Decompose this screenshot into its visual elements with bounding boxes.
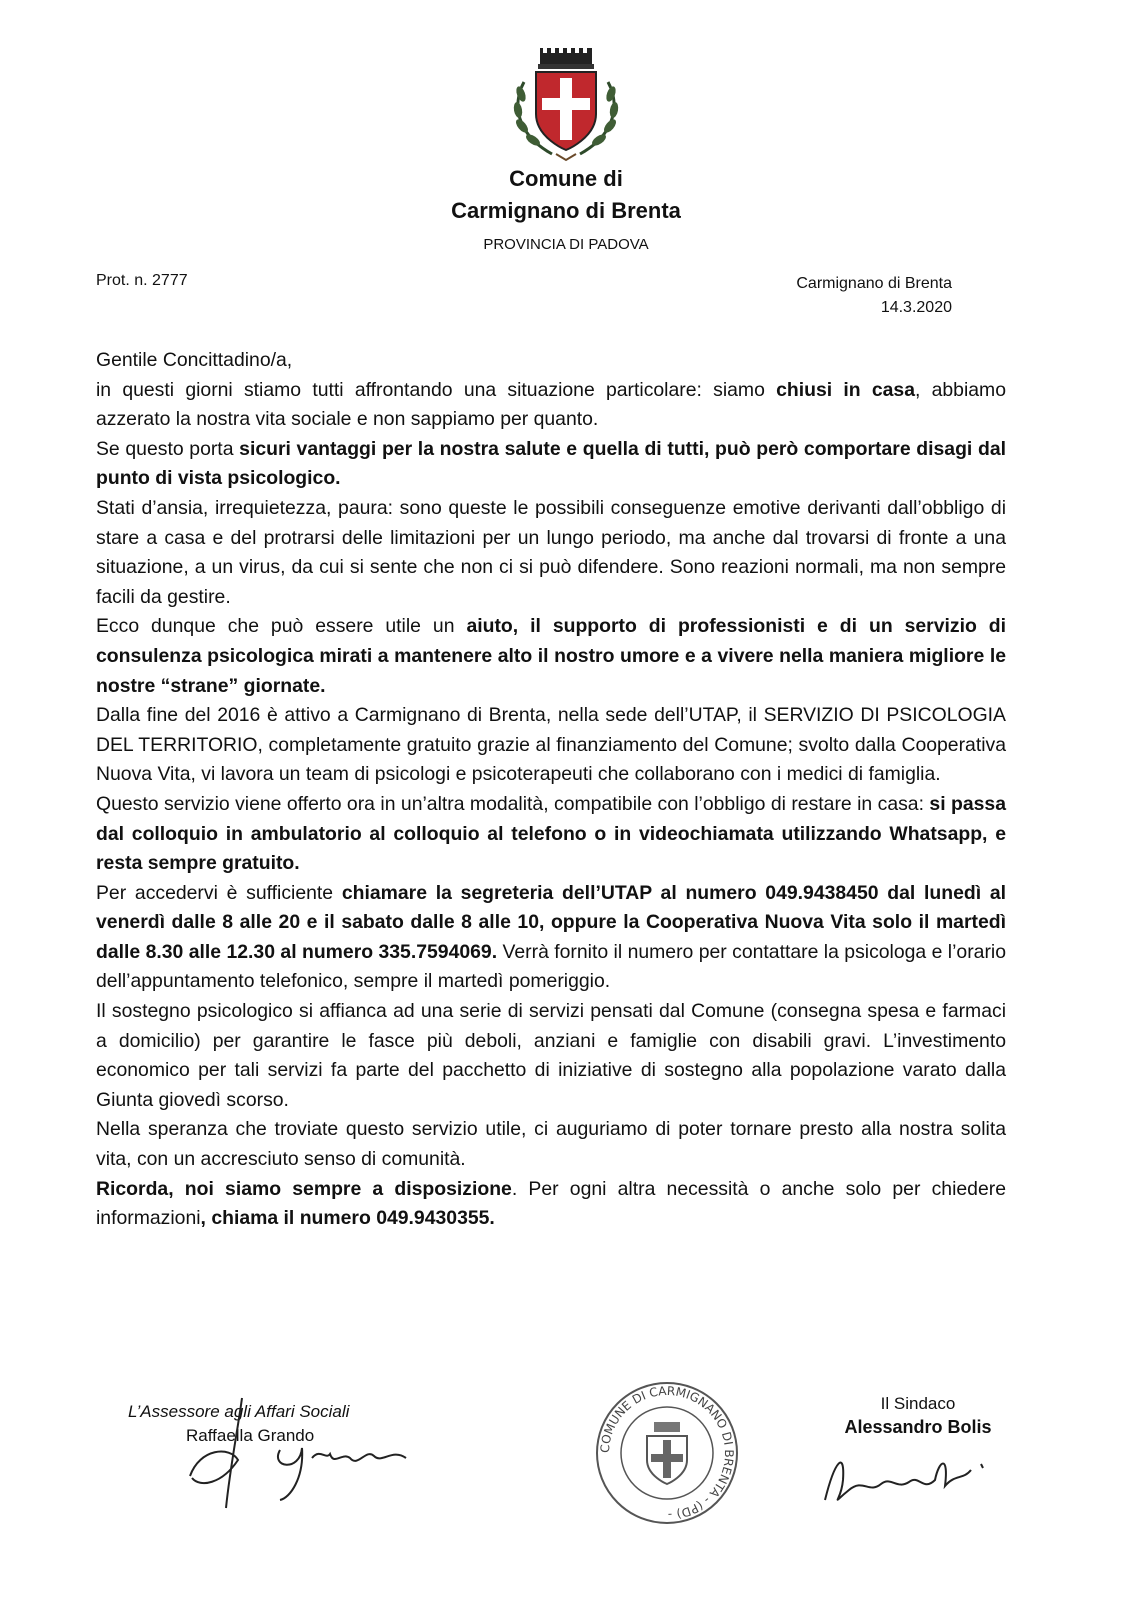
paragraph-9: Nella speranza che troviate questo servizio utile, ci auguriamo di poter tornare presto alla nostra solita vita, con un accresciuto senso di comunità. <box>96 1118 1006 1171</box>
paragraph-5: Dalla fine del 2016 è attivo a Carmignano di Brenta, nella sede dell’UTAP, il SERVIZIO DI PSICOLOGIA DEL TERRITORIO, completamente gratuito grazie al finanziamento del Comune; svolto dalla Cooperativa Nuova Vita, vi lavora un team di psicologi e psicoterapeuti che collaborano con i medici di famiglia. <box>96 704 1006 786</box>
paragraph-2: Se questo porta sicuri vantaggi per la nostra salute e quella di tutti, può però comportare disagi dal punto di vista psicologico. <box>96 437 1006 490</box>
municipal-crest-icon <box>506 42 626 164</box>
place-date <box>796 272 952 320</box>
paragraph-1: in questi giorni stiamo tutti affrontando una situazione particolare: siamo chiusi in casa, abbiamo azzerato la nostra vita sociale e non sappiamo per quanto. <box>96 378 1006 431</box>
protocol-number: Prot. n. 2777 <box>96 272 188 289</box>
mayor-title: Il Sindaco <box>880 1394 956 1413</box>
letter-date: 14.3.2020 <box>880 299 952 316</box>
paragraph-3: Stati d’ansia, irrequietezza, paura: sono queste le possibili conseguenze emotive derivanti dall’obbligo di stare a casa e del protrarsi delle limitazioni per un lungo periodo, ma anche dal trovarsi di fronte a una situazione, a un virus, da cui si sente che non ci si può difendere. Sono reazioni normali, ma non sempre facili da gestire. <box>96 496 1006 608</box>
assessor-handwritten-signature <box>130 1388 430 1518</box>
paragraph-6: Questo servizio viene offerto ora in un’altra modalità, compatibile con l’obbligo di restare in casa: si passa dal colloquio in ambulatorio al colloquio al telefono o in videochiamata utilizzando Whatsapp, e resta sempre gratuito. <box>96 792 1006 875</box>
letter-body <box>96 346 1006 1234</box>
stamp-text: COMUNE DI CARMIGNANO DI BRENTA - (PD) - <box>597 1383 737 1523</box>
header-province: PROVINCIA DI PADOVA <box>483 236 649 253</box>
assessor-role: L’Assessore agli Affari Sociali <box>128 1402 350 1421</box>
mayor-name: Alessandro Bolis <box>844 1417 992 1437</box>
paragraph-10: Ricorda, noi siamo sempre a disposizione. Per ogni altra necessità o anche solo per chiedere informazioni, chiama il numero 049.9430355. <box>96 1177 1006 1230</box>
municipal-stamp-icon <box>592 1378 742 1528</box>
header-comune: Comune di <box>509 166 623 191</box>
salutation: Gentile Concittadino/a, <box>96 349 293 371</box>
paragraph-7: Per accedervi è sufficiente chiamare la segreteria dell’UTAP al numero 049.9438450 dal lunedì al venerdì dalle 8 alle 20 e il sabato dalle 8 alle 10, oppure la Cooperativa Nuova Vita solo il martedì dalle 8.30 alle 12.30 al numero 335.7594069. Verrà fornito il numero per contattare la psicologa e l’orario dell’appuntamento telefonico, sempre il martedì pomeriggio. <box>96 881 1006 993</box>
paragraph-8: Il sostegno psicologico si affianca ad una serie di servizi pensati dal Comune (consegna spesa e farmaci a domicilio) per garantire le fasce più deboli, anziani e famiglie con disabili gravi. L’investimento economico per tali servizi fa parte del pacchetto di iniziative di sostegno alla popolazione varato dalla Giunta giovedì scorso. <box>96 1000 1006 1111</box>
letter-place: Carmignano di Brenta <box>796 275 952 292</box>
mayor-handwritten-signature <box>805 1440 995 1510</box>
mayor-signature-block <box>818 1394 1018 1438</box>
header-municipality: Carmignano di Brenta <box>451 198 681 223</box>
assessor-name: Raffaella Grando <box>186 1426 315 1445</box>
paragraph-4: Ecco dunque che può essere utile un aiuto, il supporto di professionisti e di un servizio di consulenza psicologica mirati a mantenere alto il nostro umore e a vivere nella maniera migliore le nostre “strane” giornate. <box>96 615 1007 697</box>
